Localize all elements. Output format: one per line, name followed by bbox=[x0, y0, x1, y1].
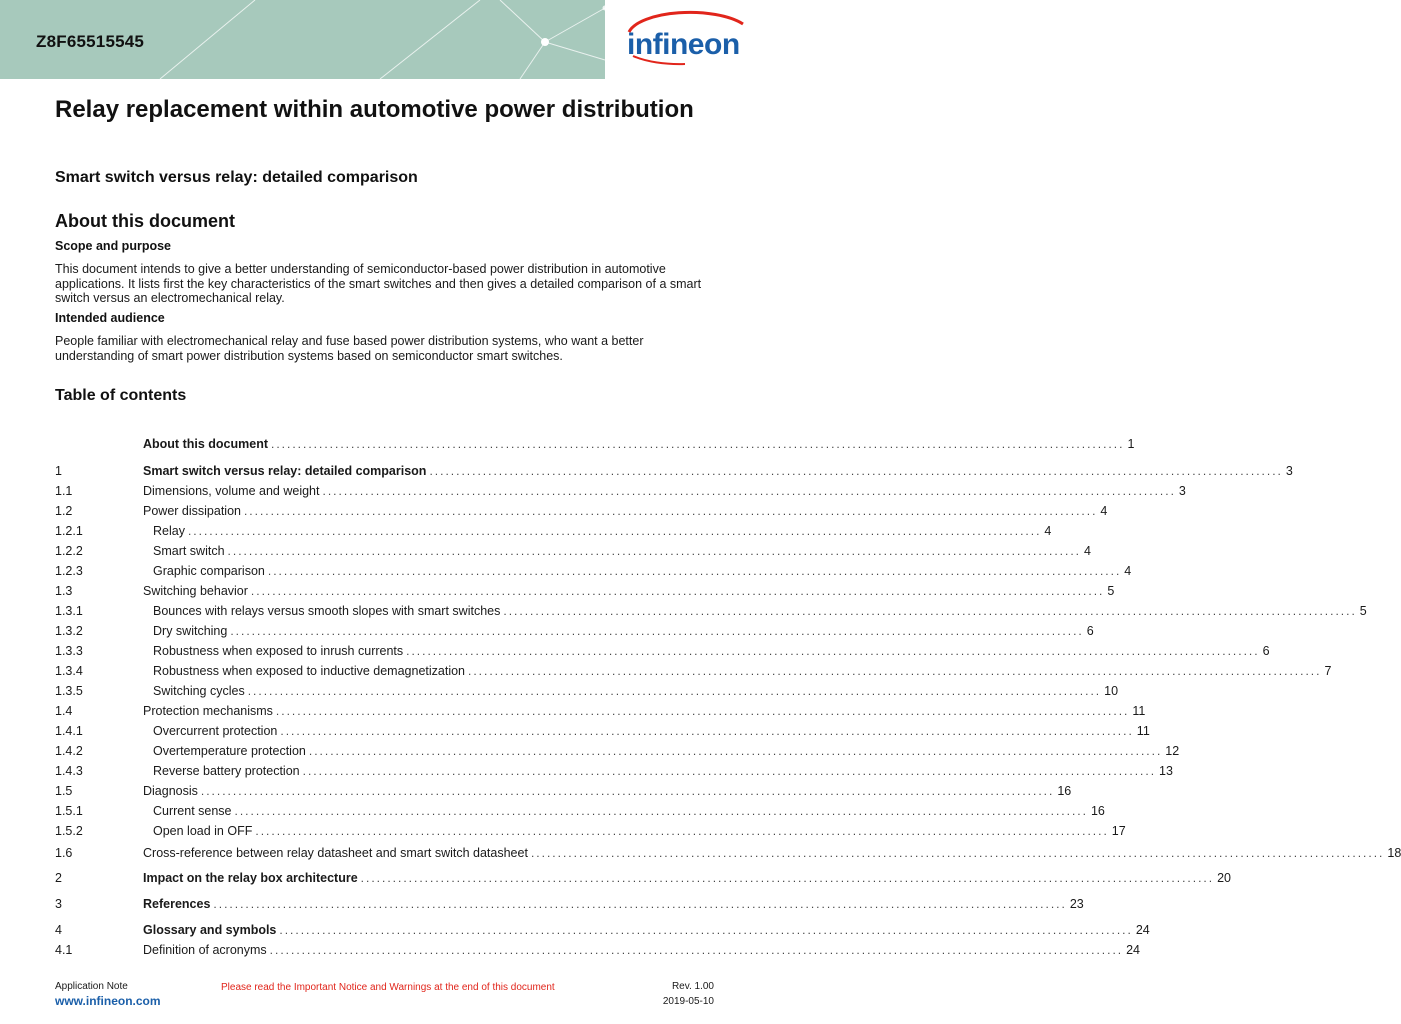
footer-notice: Please read the Important Notice and Warnings at the end of this document bbox=[221, 982, 555, 993]
toc-title[interactable]: Current sense bbox=[153, 804, 232, 818]
toc-leader-dots: ................................................................................................................................................................ bbox=[280, 724, 1134, 738]
toc-entry[interactable] bbox=[153, 543, 1091, 559]
toc-page-number: 12 bbox=[1165, 744, 1180, 758]
toc-number: 1.3 bbox=[55, 584, 73, 598]
toc-entry[interactable] bbox=[153, 603, 1367, 619]
toc-row[interactable] bbox=[55, 503, 1108, 519]
toc-number: 4 bbox=[55, 923, 62, 937]
toc-row[interactable] bbox=[55, 942, 1141, 958]
toc-title[interactable]: Overtemperature protection bbox=[153, 744, 306, 758]
toc-leader-dots: ................................................................................................................................................................ bbox=[247, 684, 1102, 698]
toc-number: 1.1 bbox=[55, 484, 73, 498]
toc-number: 1.3.4 bbox=[55, 664, 83, 678]
toc-title[interactable]: Overcurrent protection bbox=[153, 724, 278, 738]
audience-text: People familiar with electromechanical relay and fuse based power distribution systems, who want a better understanding of smart power distribution systems based on semiconductor smart switches. bbox=[55, 334, 644, 363]
toc-row[interactable] bbox=[55, 823, 1126, 839]
toc-entry[interactable] bbox=[153, 643, 1270, 659]
toc-entry[interactable] bbox=[153, 763, 1173, 779]
toc-title[interactable]: Switching cycles bbox=[153, 684, 245, 698]
toc-number: 1.3.5 bbox=[55, 684, 83, 698]
toc-leader-dots: ................................................................................................................................................................ bbox=[250, 584, 1105, 598]
toc-entry[interactable] bbox=[143, 583, 1115, 599]
toc-leader-dots: ................................................................................................................................................................ bbox=[322, 484, 1176, 498]
toc-title[interactable]: Robustness when exposed to inductive demagnetization bbox=[153, 664, 466, 678]
toc-leader-dots: ................................................................................................................................................................ bbox=[243, 504, 1098, 518]
toc-page-number: 10 bbox=[1104, 684, 1119, 698]
toc-number: 1.2.1 bbox=[55, 524, 83, 538]
toc-page-number: 24 bbox=[1135, 923, 1150, 937]
toc-title[interactable]: Relay bbox=[153, 524, 185, 538]
toc-title[interactable]: Diagnosis bbox=[143, 784, 198, 798]
toc-number: 1.4.1 bbox=[55, 724, 83, 738]
header-banner bbox=[0, 0, 605, 79]
toc-leader-dots: ................................................................................................................................................................ bbox=[406, 644, 1260, 658]
toc-row[interactable] bbox=[55, 663, 1332, 679]
toc-entry[interactable] bbox=[153, 803, 1105, 819]
toc-entry[interactable] bbox=[143, 942, 1141, 958]
toc-leader-dots: ................................................................................................................................................................ bbox=[230, 624, 1084, 638]
toc-leader-dots: ................................................................................................................................................................ bbox=[279, 923, 1133, 937]
toc-row[interactable] bbox=[55, 723, 1150, 739]
toc-number: 1.3.3 bbox=[55, 644, 83, 658]
toc-leader-dots: ................................................................................................................................................................ bbox=[308, 744, 1163, 758]
toc-entry[interactable] bbox=[153, 743, 1180, 759]
toc-title[interactable]: Switching behavior bbox=[143, 584, 248, 598]
toc-page-number: 5 bbox=[1359, 604, 1367, 618]
toc-title[interactable]: Open load in OFF bbox=[153, 824, 253, 838]
toc-row[interactable] bbox=[55, 896, 1084, 912]
toc-page-number: 1 bbox=[1127, 437, 1135, 451]
toc-row[interactable] bbox=[55, 743, 1180, 759]
toc-entry[interactable] bbox=[143, 463, 1293, 479]
toc-row[interactable] bbox=[55, 870, 1231, 886]
about-heading: About this document bbox=[55, 211, 235, 231]
toc-number: 1 bbox=[55, 464, 62, 478]
toc-number: 1.2.2 bbox=[55, 544, 83, 558]
toc-row[interactable] bbox=[55, 583, 1115, 599]
toc-entry[interactable] bbox=[153, 563, 1132, 579]
toc-page-number: 24 bbox=[1126, 943, 1141, 957]
toc-entry[interactable] bbox=[153, 623, 1094, 639]
toc-leader-dots: ................................................................................................................................................................ bbox=[269, 943, 1124, 957]
toc-entry[interactable] bbox=[143, 503, 1108, 519]
footer-date: 2019-05-10 bbox=[662, 996, 714, 1007]
footer-website-link[interactable]: www.infineon.com bbox=[55, 994, 161, 1008]
toc-page-number: 11 bbox=[1132, 704, 1146, 718]
toc-title[interactable]: Definition of acronyms bbox=[143, 943, 267, 957]
toc-number: 1.6 bbox=[55, 846, 73, 860]
toc-page-number: 6 bbox=[1086, 624, 1094, 638]
footer-doc-type: Application Note bbox=[55, 981, 128, 992]
toc-title[interactable]: Smart switch versus relay: detailed comparison bbox=[143, 464, 427, 478]
toc-leader-dots: ................................................................................................................................................................ bbox=[200, 784, 1055, 798]
footer-revision: Rev. 1.00 bbox=[671, 981, 714, 992]
toc-entry[interactable] bbox=[153, 683, 1119, 699]
toc-title[interactable]: Smart switch bbox=[153, 544, 225, 558]
toc-title[interactable]: Impact on the relay box architecture bbox=[143, 871, 358, 885]
toc-title[interactable]: Bounces with relays versus smooth slopes with smart switches bbox=[153, 604, 501, 618]
toc-entry[interactable] bbox=[153, 523, 1052, 539]
toc-number: 1.3.2 bbox=[55, 624, 83, 638]
toc-page-number: 18 bbox=[1387, 846, 1401, 860]
toc-leader-dots: ................................................................................................................................................................ bbox=[213, 897, 1067, 911]
toc-page-number: 4 bbox=[1124, 564, 1132, 578]
infineon-logo bbox=[615, 10, 755, 70]
scope-heading: Scope and purpose bbox=[55, 239, 171, 253]
toc-leader-dots: ................................................................................................................................................................ bbox=[267, 564, 1122, 578]
toc-number: 1.5 bbox=[55, 784, 73, 798]
toc-entry[interactable] bbox=[153, 823, 1126, 839]
toc-heading: Table of contents bbox=[55, 387, 187, 404]
toc-row[interactable] bbox=[55, 523, 1052, 539]
toc-leader-dots: ................................................................................................................................................................ bbox=[530, 846, 1385, 860]
toc-entry[interactable] bbox=[153, 663, 1332, 679]
toc-page-number: 4 bbox=[1100, 504, 1108, 518]
toc-page-number: 6 bbox=[1262, 644, 1270, 658]
toc-entry[interactable] bbox=[143, 845, 1401, 861]
toc-number: 1.4 bbox=[55, 704, 73, 718]
toc-number: 1.2.3 bbox=[55, 564, 83, 578]
toc-entry[interactable] bbox=[143, 783, 1072, 799]
toc-page-number: 3 bbox=[1285, 464, 1293, 478]
toc-page-number: 23 bbox=[1069, 897, 1084, 911]
toc-page-number: 17 bbox=[1111, 824, 1126, 838]
toc-row[interactable] bbox=[55, 623, 1094, 639]
toc-page-number: 4 bbox=[1044, 524, 1052, 538]
toc-number: 4.1 bbox=[55, 943, 73, 957]
toc-entry[interactable] bbox=[143, 703, 1146, 719]
toc-number: 2 bbox=[55, 871, 62, 885]
toc-row[interactable] bbox=[55, 463, 1293, 479]
toc-page-number: 20 bbox=[1217, 871, 1231, 885]
toc-row[interactable] bbox=[55, 783, 1072, 799]
toc-entry[interactable] bbox=[143, 870, 1231, 886]
toc-number: 1.4.3 bbox=[55, 764, 83, 778]
toc-row[interactable] bbox=[55, 763, 1173, 779]
toc-leader-dots: ................................................................................................................................................................ bbox=[360, 871, 1215, 885]
toc-title[interactable]: References bbox=[143, 897, 211, 911]
toc-leader-dots: ................................................................................................................................................................ bbox=[227, 544, 1081, 558]
toc-leader-dots: ................................................................................................................................................................ bbox=[468, 664, 1322, 678]
toc-row[interactable] bbox=[55, 603, 1367, 619]
document-title: Relay replacement within automotive power distribution bbox=[55, 96, 694, 123]
toc-leader-dots: ................................................................................................................................................................ bbox=[187, 524, 1042, 538]
toc-entry[interactable] bbox=[153, 723, 1150, 739]
audience-heading: Intended audience bbox=[55, 311, 165, 325]
toc-page-number: 5 bbox=[1107, 584, 1115, 598]
toc-number: 3 bbox=[55, 897, 62, 911]
toc-number: 1.5.1 bbox=[55, 804, 83, 818]
toc-page-number: 3 bbox=[1178, 484, 1186, 498]
toc-page-number: 11 bbox=[1136, 724, 1150, 738]
toc-title[interactable]: Protection mechanisms bbox=[143, 704, 273, 718]
toc-leader-dots: ................................................................................................................................................................ bbox=[302, 764, 1157, 778]
toc-number: 1.3.1 bbox=[55, 604, 83, 618]
toc-page-number: 7 bbox=[1324, 664, 1332, 678]
toc-leader-dots: ................................................................................................................................................................ bbox=[271, 437, 1125, 451]
toc-row[interactable] bbox=[55, 543, 1091, 559]
toc-row[interactable] bbox=[55, 643, 1270, 659]
scope-text: This document intends to give a better understanding of semiconductor-based power distribution in automotive applications. It lists first the key characteristics of the smart switches and then gives a detailed comparison of a smart switch versus an electromechanical relay. bbox=[55, 262, 702, 305]
toc-title[interactable]: Graphic comparison bbox=[153, 564, 265, 578]
toc-entry[interactable] bbox=[143, 896, 1084, 912]
toc-title[interactable]: Robustness when exposed to inrush currents bbox=[153, 644, 404, 658]
toc-page-number: 4 bbox=[1083, 544, 1091, 558]
toc-leader-dots: ................................................................................................................................................................ bbox=[234, 804, 1088, 818]
toc-title[interactable]: Cross-reference between relay datasheet and smart switch datasheet bbox=[143, 846, 528, 860]
toc-row[interactable] bbox=[55, 563, 1132, 579]
toc-number: 1.2 bbox=[55, 504, 73, 518]
toc-row[interactable] bbox=[55, 683, 1119, 699]
toc-title[interactable]: Dimensions, volume and weight bbox=[143, 484, 320, 498]
toc-leader-dots: ................................................................................................................................................................ bbox=[255, 824, 1109, 838]
toc-row[interactable] bbox=[55, 922, 1150, 938]
toc-leader-dots: ................................................................................................................................................................ bbox=[429, 464, 1283, 478]
toc-title[interactable]: About this document bbox=[143, 437, 268, 451]
document-id: Z8F65515545 bbox=[36, 32, 145, 51]
toc-number: 1.4.2 bbox=[55, 744, 83, 758]
toc-title[interactable]: Dry switching bbox=[153, 624, 228, 638]
toc-page-number: 13 bbox=[1159, 764, 1173, 778]
toc-entry[interactable] bbox=[143, 436, 1135, 452]
toc-leader-dots: ................................................................................................................................................................ bbox=[275, 704, 1130, 718]
toc-row[interactable] bbox=[55, 703, 1146, 719]
toc-title[interactable]: Power dissipation bbox=[143, 504, 241, 518]
toc-entry[interactable] bbox=[143, 483, 1186, 499]
document-subtitle: Smart switch versus relay: detailed comparison bbox=[55, 169, 418, 186]
toc-row[interactable] bbox=[55, 803, 1105, 819]
toc-entry[interactable] bbox=[143, 922, 1150, 938]
toc-page-number: 16 bbox=[1090, 804, 1105, 818]
logo-wordmark: infineon bbox=[627, 28, 740, 61]
toc-number: 1.5.2 bbox=[55, 824, 83, 838]
toc-title[interactable]: Reverse battery protection bbox=[153, 764, 300, 778]
toc-leader-dots: ................................................................................................................................................................ bbox=[503, 604, 1357, 618]
toc-page-number: 16 bbox=[1057, 784, 1072, 798]
toc-row[interactable] bbox=[55, 436, 1135, 452]
toc-title[interactable]: Glossary and symbols bbox=[143, 923, 277, 937]
toc-row[interactable] bbox=[55, 483, 1186, 499]
toc-row[interactable] bbox=[55, 845, 1401, 861]
